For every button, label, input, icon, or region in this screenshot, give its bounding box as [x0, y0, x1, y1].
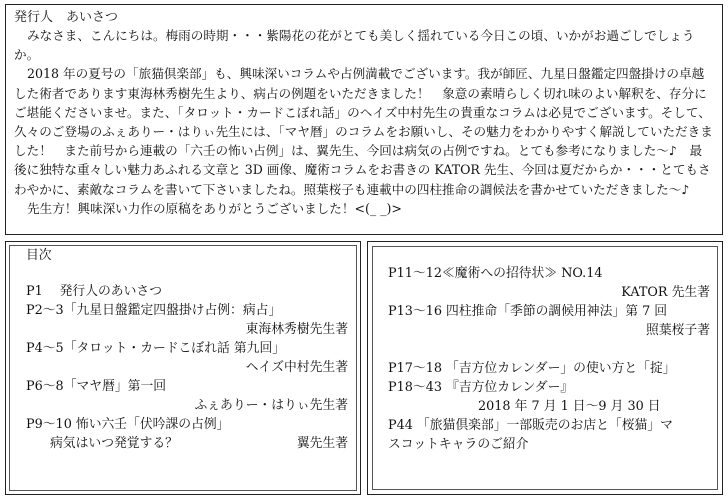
greeting-paragraph-3-text: 先生方！興味深い力作の原稿をありがとうございました！<(_ _)> — [27, 200, 402, 216]
toc-entry-p4: P4～5「タロット・カードこぼれ話 第九回」 — [26, 341, 286, 356]
toc-dates-p18: 2018 年 7 月 1 日～9 月 30 日 — [478, 399, 661, 414]
toc-left-box — [5, 241, 361, 495]
greeting-paragraph-1 — [14, 26, 714, 64]
toc-entry-p2: P2～3「九星日盤鑑定四盤掛け占例：病占」 — [26, 303, 282, 318]
toc-entry-p6: P6～8「マヤ暦」第一回 — [26, 379, 167, 394]
toc-author-p6: ふぇありー・はりぃ先生著 — [194, 398, 348, 413]
greeting-box — [5, 4, 723, 235]
toc-entry-p1: P1 発行人のあいさつ — [26, 284, 162, 299]
toc-entry-p44-cont: スコットキャラのご紹介 — [388, 437, 529, 452]
toc-entry-p44: P44 「旅猫倶楽部」一部販売のお店と「桜猫」マ — [388, 418, 673, 433]
toc-author-p11: KATOR 先生著 — [621, 285, 710, 300]
toc-author-p13: 照葉桜子著 — [646, 323, 710, 338]
toc-right-box — [367, 241, 723, 495]
toc-entry-p18: P18～43 『吉方位カレンダー』 — [388, 380, 574, 395]
toc-author-p4: ヘイズ中村先生著 — [245, 360, 348, 375]
toc-title: 目次 — [26, 248, 52, 263]
toc-subtitle-p9: 病気はいつ発覚する？ — [50, 436, 178, 451]
toc-author-p2: 東海林秀樹先生著 — [245, 322, 348, 337]
greeting-paragraph-2-text: 2018 年の夏号の「旅猫倶楽部」も、興味深いコラムや占例満載でございます。我が師匠、九星日盤鑑定四盤掛けの卓越した術者であります東海林秀樹先生より、病占の例題をいただきました！ 象意の素晴らしく切れ味のよい解釈を、存分にご堪能くださいませ。また、「タロット・カードこぼれ話」のヘイズ中村先生の貴重なコラムは必見でございます。そして、久々のご登場のふぇありー・はりぃ先生には、「マヤ暦」のコラムをお願いし、その魅力をわかりやすく解説していただきました！ また前号から連載の「六壬の怖い占例」は、翼先生、今回は病気の占例ですね。とても参考になりました～♪ 最後に独特な重々しい魅力あふれる文章と 3D 画像、魔術コラムをお書きの KATOR 先生、今回は夏だからか・・・とてもさわやかに、素敵なコラムを書いて下さいましたね。照葉桜子も連載中の四柱推命の調候法を書かせていただきました～♪ — [14, 66, 713, 197]
toc-entry-p17: P17～18 「吉方位カレンダー」の使い方と「掟」 — [388, 361, 676, 376]
greeting-paragraph-1-text: みなさま、こんにちは。梅雨の時期・・・紫陽花の花がとても美しく揺れている今日この頃、いかがお過ごしでしょうか。 — [14, 28, 695, 63]
greeting-paragraph-2 — [14, 64, 714, 198]
greeting-paragraph-3 — [14, 199, 714, 218]
toc-author-p9: 翼先生著 — [296, 436, 348, 451]
toc-entry-p9: P9～10 怖い六壬「伏吟課の占例」 — [26, 417, 230, 432]
toc-entry-p11: P11～12≪魔術への招待状≫ NO.14 — [388, 266, 603, 281]
toc-entry-p13: P13～16 四柱推命「季節の調候用神法」第 7 回 — [388, 304, 668, 319]
greeting-title: 発行人 あいさつ — [14, 10, 119, 25]
